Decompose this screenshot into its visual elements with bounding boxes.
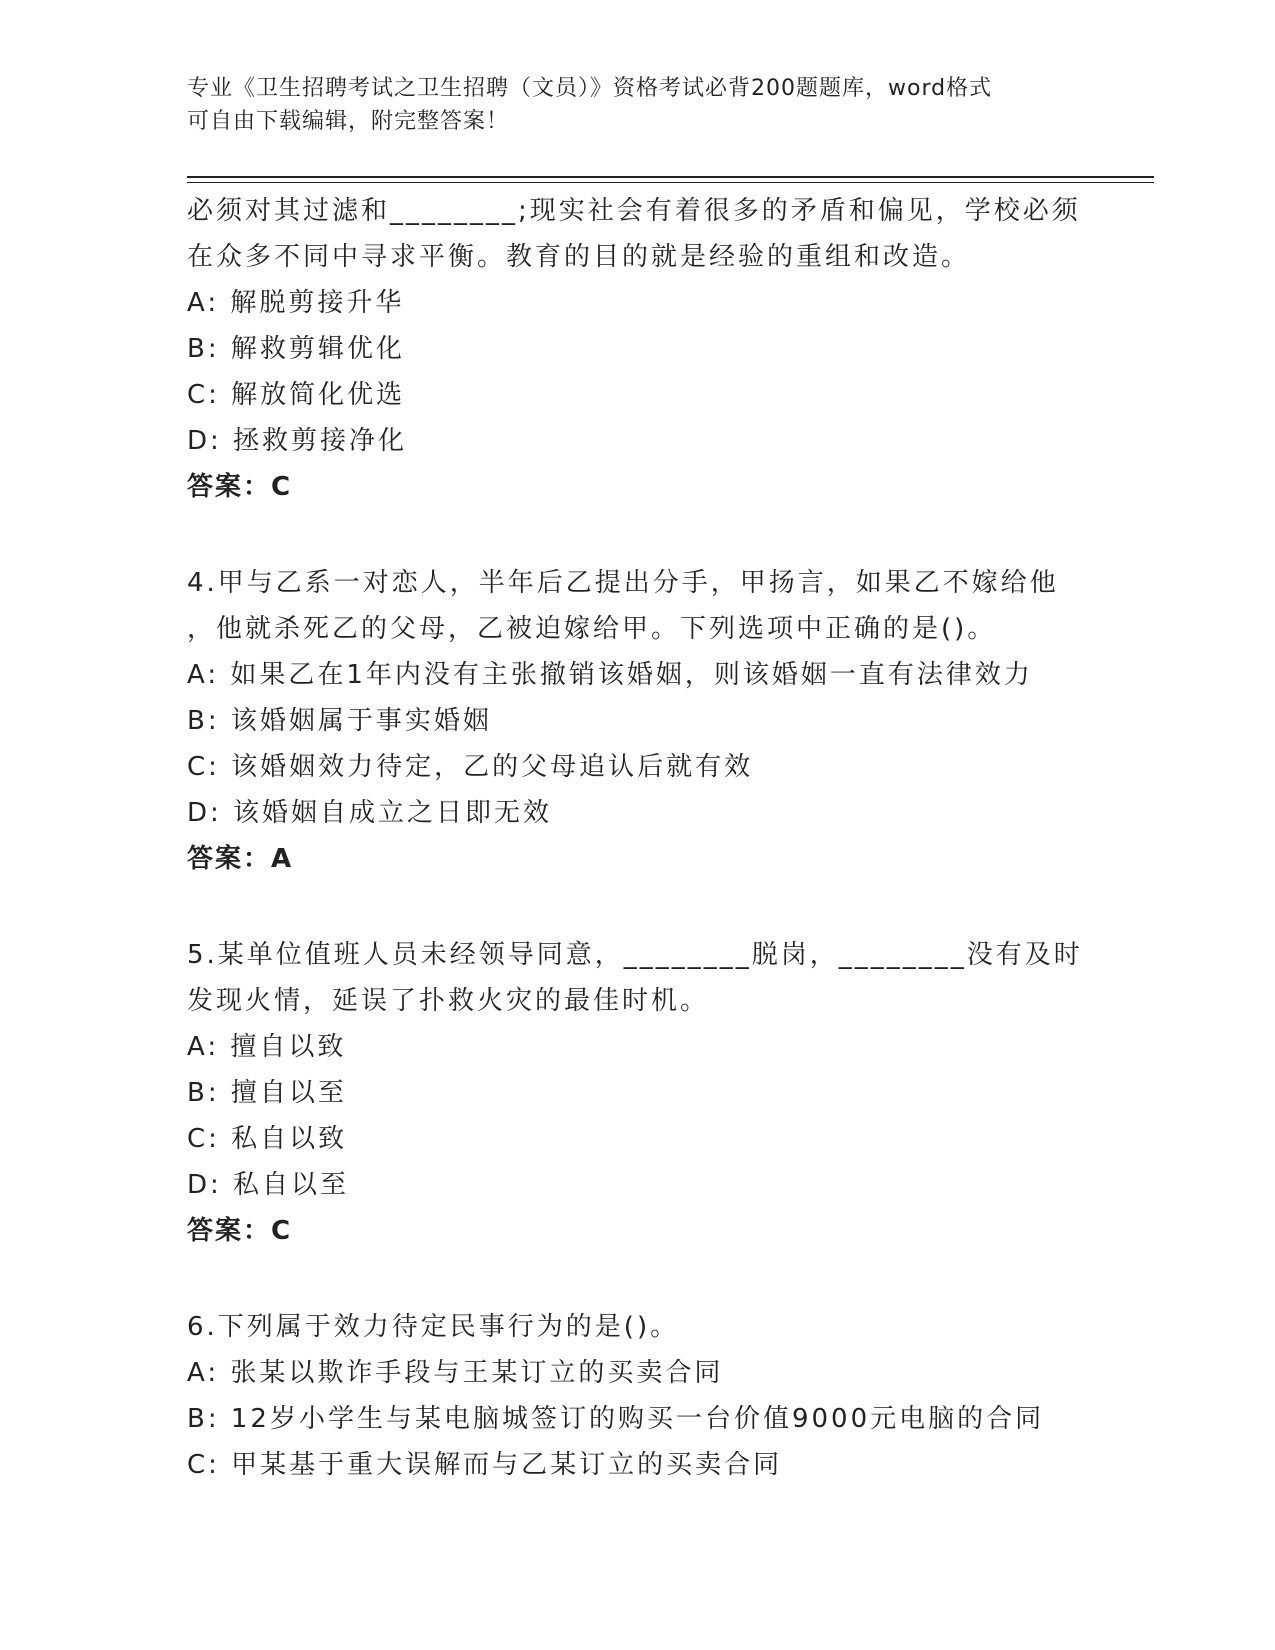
header-divider-thick xyxy=(187,176,1154,178)
question-5-option-b: B: 擅自以至 xyxy=(187,1078,347,1108)
document-header xyxy=(187,72,1087,138)
question-3-stem-line-2: 在众多不同中寻求平衡。教育的目的就是经验的重组和改造。 xyxy=(187,242,971,272)
question-4-stem-line-2: ，他就杀死乙的父母，乙被迫嫁给甲。下列选项中正确的是()。 xyxy=(187,614,997,644)
question-6-option-b: B: 12岁小学生与某电脑城签订的购买一台价值9000元电脑的合同 xyxy=(187,1404,1045,1434)
question-5-option-d: D: 私自以至 xyxy=(187,1170,350,1200)
question-3-option-d: D: 拯救剪接净化 xyxy=(187,426,408,456)
question-5-stem-line-2: 发现火情，延误了扑救火灾的最佳时机。 xyxy=(187,986,710,1016)
question-3 xyxy=(187,188,1087,510)
question-content xyxy=(187,188,1087,1488)
question-4 xyxy=(187,560,1087,882)
question-4-option-c: C: 该婚姻效力待定，乙的父母追认后就有效 xyxy=(187,752,754,782)
question-6-option-a: A: 张某以欺诈手段与王某订立的买卖合同 xyxy=(187,1358,724,1388)
question-5-option-c: C: 私自以致 xyxy=(187,1124,348,1154)
question-3-option-b: B: 解救剪辑优化 xyxy=(187,334,405,364)
header-title-line-1: 专业《卫生招聘考试之卫生招聘（文员）》资格考试必背200题题库，word格式 xyxy=(187,76,993,101)
question-4-option-d: D: 该婚姻自成立之日即无效 xyxy=(187,798,553,828)
question-6 xyxy=(187,1304,1087,1488)
question-spacer xyxy=(187,1254,1087,1304)
question-3-option-c: C: 解放简化优选 xyxy=(187,380,406,410)
question-3-answer: 答案：C xyxy=(187,472,293,502)
header-divider-thin xyxy=(187,182,1154,183)
question-3-stem-line-1: 必须对其过滤和________;现实社会有着很多的矛盾和偏见，学校必须 xyxy=(187,196,1081,226)
question-4-answer: 答案：A xyxy=(187,844,294,874)
question-spacer xyxy=(187,882,1087,932)
header-title-line-2: 可自由下载编辑，附完整答案！ xyxy=(187,109,510,134)
question-4-option-b: B: 该婚姻属于事实婚姻 xyxy=(187,706,492,736)
question-5-answer: 答案：C xyxy=(187,1216,293,1246)
question-spacer xyxy=(187,510,1087,560)
question-5-stem-line-1: 5.某单位值班人员未经领导同意，________脱岗，________没有及时 xyxy=(187,940,1083,970)
question-5-option-a: A: 擅自以致 xyxy=(187,1032,347,1062)
question-6-option-c: C: 甲某基于重大误解而与乙某订立的买卖合同 xyxy=(187,1450,783,1480)
question-6-stem-line-1: 6.下列属于效力待定民事行为的是()。 xyxy=(187,1312,680,1342)
question-4-option-a: A: 如果乙在1年内没有主张撤销该婚姻，则该婚姻一直有法律效力 xyxy=(187,660,1033,690)
question-4-stem-line-1: 4.甲与乙系一对恋人，半年后乙提出分手，甲扬言，如果乙不嫁给他 xyxy=(187,568,1059,598)
question-5 xyxy=(187,932,1087,1254)
question-3-option-a: A: 解脱剪接升华 xyxy=(187,288,405,318)
